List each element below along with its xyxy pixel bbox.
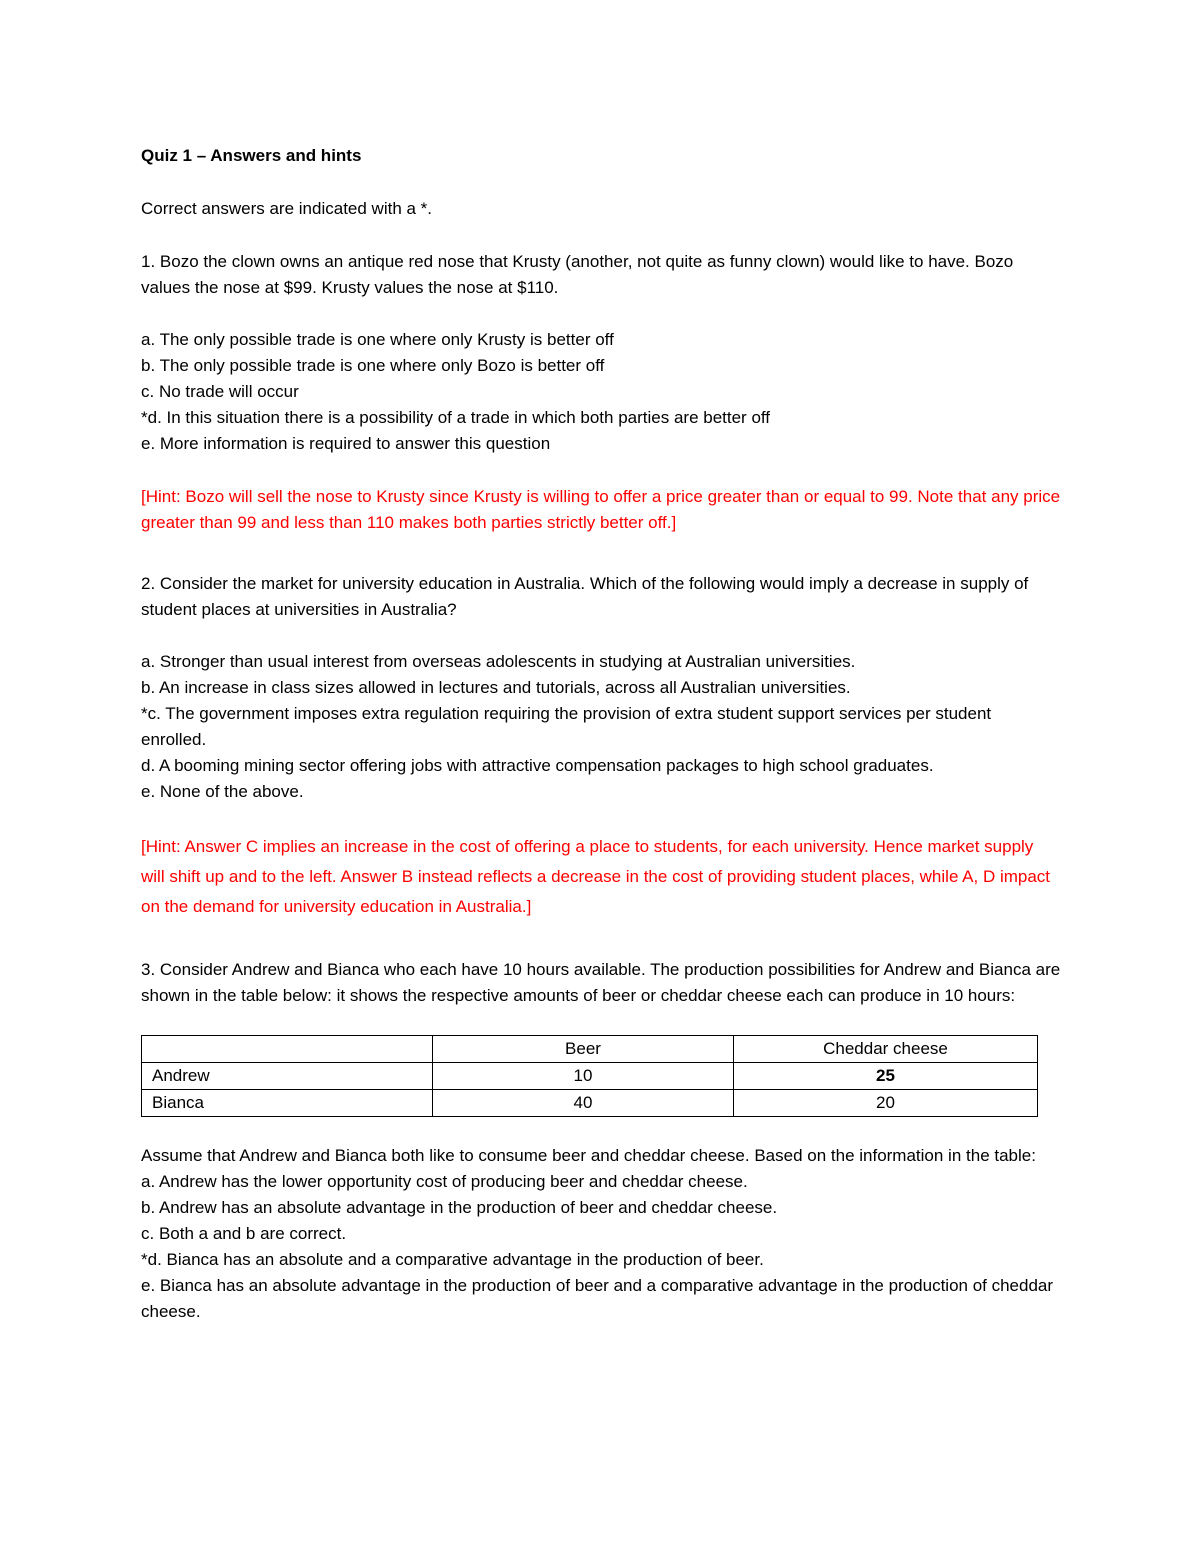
q1-option-a: a. The only possible trade is one where only Krusty is better off [141,330,614,349]
table-cell-cheddar: 20 [734,1090,1038,1117]
production-possibilities-table [141,1035,1038,1117]
table-header-row [142,1036,1038,1063]
document-content [141,143,1061,1325]
q2-option-a: a. Stronger than usual interest from overseas adolescents in studying at Australian universities. [141,652,856,671]
intro-text: Correct answers are indicated with a *. [141,199,433,218]
table-row [142,1090,1038,1117]
table-row [142,1063,1038,1090]
q3-option-d: *d. Bianca has an absolute and a comparative advantage in the production of beer. [141,1250,764,1269]
q1-option-d: *d. In this situation there is a possibility of a trade in which both parties are better off [141,408,771,427]
q2-option-b: b. An increase in class sizes allowed in lectures and tutorials, across all Australian universities. [141,678,851,697]
table-cell-cheddar: 25 [734,1063,1038,1090]
table-cell-beer: 10 [433,1063,734,1090]
question-2-hint: [Hint: Answer C implies an increase in the cost of offering a place to students, for each university. Hence market supply will shift up and to the left. Answer B instead reflects a decrease in the cost of providing student places, while A, D impact on the demand for university education in Australia.] [141,837,1051,916]
q3-option-a: a. Andrew has the lower opportunity cost of producing beer and cheddar cheese. [141,1172,748,1191]
question-1-options [141,327,1061,457]
table-header-beer: Beer [433,1036,734,1063]
q1-option-b: b. The only possible trade is one where only Bozo is better off [141,356,605,375]
question-1-hint: [Hint: Bozo will sell the nose to Krusty since Krusty is willing to offer a price greater than or equal to 99. Note that any price greater than 99 and less than 110 makes both parties strictly better off.] [141,487,1061,532]
q2-option-c: *c. The government imposes extra regulation requiring the provision of extra student support services per student enrolled. [141,704,992,749]
table-cell-name: Andrew [142,1063,433,1090]
q2-option-d: d. A booming mining sector offering jobs with attractive compensation packages to high school graduates. [141,756,934,775]
q3-option-c: c. Both a and b are correct. [141,1224,347,1243]
question-2-options [141,649,1061,805]
question-3-text: 3. Consider Andrew and Bianca who each have 10 hours available. The production possibilities for Andrew and Bianca are shown in the table below: it shows the respective amounts of beer or cheddar cheese each can produce in 10 hours: [141,960,1061,1005]
q3-option-e: e. Bianca has an absolute advantage in the production of beer and a comparative advantage in the production of cheddar cheese. [141,1276,1054,1321]
question-3-followup: Assume that Andrew and Bianca both like to consume beer and cheddar cheese. Based on the information in the table: [141,1146,1036,1165]
table-cell-name: Bianca [142,1090,433,1117]
table-header-empty [142,1036,433,1063]
q1-option-e: e. More information is required to answer this question [141,434,551,453]
table-cell-beer: 40 [433,1090,734,1117]
table-header-cheddar: Cheddar cheese [734,1036,1038,1063]
q1-option-c: c. No trade will occur [141,382,299,401]
question-1-text: 1. Bozo the clown owns an antique red nose that Krusty (another, not quite as funny clown) would like to have. Bozo values the nose at $99. Krusty values the nose at $110. [141,252,1014,297]
quiz-title: Quiz 1 – Answers and hints [141,146,362,165]
question-3-options [141,1169,1061,1325]
q3-option-b: b. Andrew has an absolute advantage in the production of beer and cheddar cheese. [141,1198,778,1217]
q2-option-e: e. None of the above. [141,782,304,801]
question-2-text: 2. Consider the market for university education in Australia. Which of the following would imply a decrease in supply of student places at universities in Australia? [141,574,1029,619]
